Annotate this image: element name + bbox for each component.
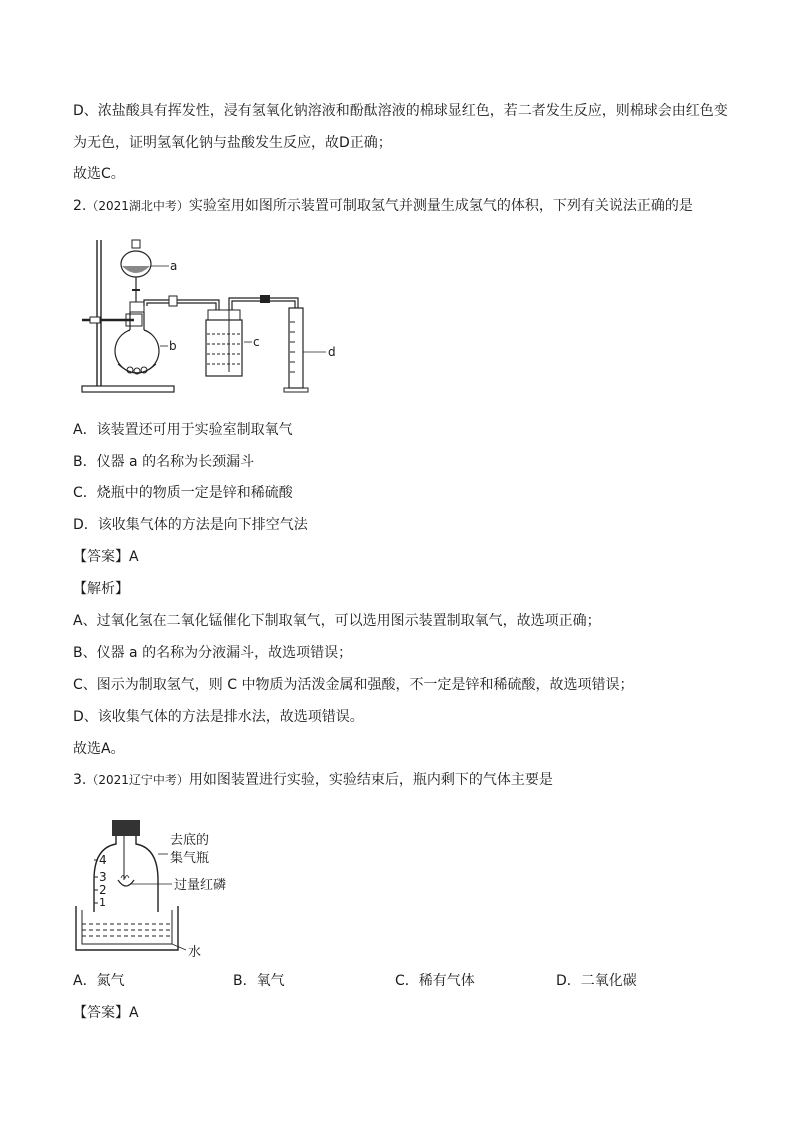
label-bottle-line2: 集气瓶: [170, 851, 210, 866]
choose-line: 故选A。: [73, 741, 125, 757]
scale-1: 1: [99, 896, 106, 909]
question-number: 3.: [73, 772, 87, 788]
option-a: A．氮气: [73, 973, 125, 989]
analysis-line-d: D、浓盐酸具有挥发性，浸有氢氧化钠溶液和酚酞溶液的棉球显红色，若二者发生反应，则棉球会由红色变: [73, 103, 728, 119]
label-water: 水: [188, 945, 202, 960]
choose-line: 故选C。: [73, 166, 125, 182]
analysis-line-d-cont: 为无色，证明氢氧化钠与盐酸发生反应，故D正确；: [73, 135, 392, 151]
analysis-line-d: D、该收集气体的方法是排水法，故选项错误。: [73, 709, 364, 725]
answer-label: 【答案】: [73, 1005, 129, 1021]
scale-3: 3: [99, 870, 107, 884]
question-text: 实验室用如图所示装置可制取氢气并测量生成氢气的体积，下列有关说法正确的是: [188, 198, 693, 214]
hydrogen-apparatus-figure: [74, 232, 354, 396]
red-phosphorus-apparatus-figure: [74, 820, 274, 962]
question-3-stem: [73, 770, 553, 790]
answer-value: A: [129, 1005, 139, 1021]
option-c: C．烧瓶中的物质一定是锌和稀硫酸: [73, 485, 293, 501]
label-a: a: [170, 259, 178, 273]
label-red-phosphorus: 过量红磷: [174, 878, 227, 893]
scale-2: 2: [99, 883, 107, 897]
analysis-line-a: A、过氧化氢在二氧化锰催化下制取氧气，可以选用图示装置制取氧气，故选项正确；: [73, 613, 601, 629]
label-d: d: [328, 345, 336, 359]
option-b: B．氧气: [233, 973, 285, 989]
option-d: D．二氧化碳: [556, 973, 637, 989]
answer-line: [73, 1003, 139, 1023]
answer-label: 【答案】: [73, 549, 129, 565]
question-text: 用如图装置进行实验，实验结束后，瓶内剩下的气体主要是: [188, 772, 553, 788]
question-source: （2021湖北中考）: [86, 199, 189, 213]
label-b: b: [169, 339, 177, 353]
question-number: 2.: [73, 198, 87, 214]
question-2-stem: [73, 196, 693, 216]
scale-4: 4: [99, 853, 107, 867]
option-c: C．稀有气体: [395, 973, 475, 989]
question-source: （2021辽宁中考）: [86, 773, 189, 787]
option-b: B．仪器 a 的名称为长颈漏斗: [73, 454, 255, 470]
analysis-label: 【解析】: [73, 581, 129, 597]
answer-value: A: [129, 549, 139, 565]
option-a: A．该装置还可用于实验室制取氧气: [73, 422, 293, 438]
answer-line: [73, 547, 139, 567]
analysis-line-c: C、图示为制取氢气，则 C 中物质为活泼金属和强酸，不一定是锌和稀硫酸，故选项错误；: [73, 677, 634, 693]
label-bottle-line1: 去底的: [170, 833, 210, 848]
analysis-line-b: B、仪器 a 的名称为分液漏斗，故选项错误；: [73, 645, 353, 661]
option-d: D．该收集气体的方法是向下排空气法: [73, 517, 308, 533]
label-c: c: [253, 335, 260, 349]
